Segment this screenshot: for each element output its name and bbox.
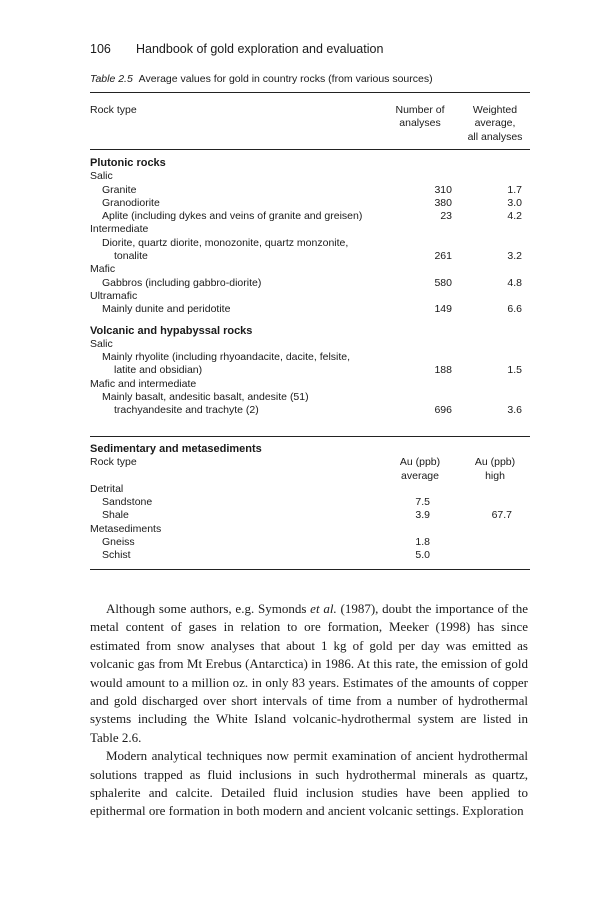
- table-bottom-rule: [90, 569, 530, 570]
- section-title: Volcanic and hypabyssal rocks: [90, 324, 253, 337]
- group-label: Ultramafic: [90, 289, 138, 302]
- table-caption: [90, 73, 530, 85]
- group-label: Detrital: [90, 482, 124, 495]
- table-row: latite and obsidian) 188 1.5: [114, 364, 522, 377]
- col-number-l1: Number of: [395, 104, 445, 116]
- table-row: Schist 5.0: [102, 549, 430, 562]
- section-title: Plutonic rocks: [90, 157, 166, 169]
- page-number: 106: [90, 42, 111, 56]
- table-row: trachyandesite and trachyte (2) 696 3.6: [114, 404, 522, 417]
- running-header: [90, 42, 530, 56]
- table-top-rule: [90, 92, 530, 93]
- col-au-average-l2: average: [401, 469, 439, 482]
- col-au-high-l2: high: [485, 469, 505, 482]
- section-title: Sedimentary and metasediments: [90, 443, 262, 455]
- table-row: Gneiss 1.8: [102, 536, 430, 549]
- group-label: Intermediate: [90, 223, 149, 236]
- group-label: Salic: [90, 170, 113, 183]
- table-row: Gabbros (including gabbro-diorite) 580 4.8: [102, 276, 522, 289]
- table-row: Sandstone 7.5: [102, 496, 430, 509]
- table-title: Average values for gold in country rocks (from various sources): [138, 73, 433, 85]
- col-au-high-l1: Au (ppb): [474, 456, 516, 469]
- table-body-sediments: [90, 443, 530, 563]
- table-row: Granodiorite 380 3.0: [102, 196, 522, 209]
- col-number-l2: analyses: [399, 117, 441, 130]
- col-rock-type: Rock type: [90, 104, 137, 116]
- paragraph: Although some authors, e.g. Symonds et al. (1987), doubt the importance of the metal content of gases in relation to ore formation, Meeker (1998) has since estimated from snow analyses that about 1 kg of gold per day was emitted as volcanic gas from Mt Erebus (Antarctica) in 1986. At this rate, the emission of gold would amount to a million oz. in only 83 years. Estimates of the amounts of copper and gold discharged over short intervals of time from a number of hydrothermal systems including the White Island volcanic-hydrothermal system are listed in Table 2.6.: [90, 601, 528, 745]
- table-row: tonalite 261 3.2: [114, 250, 522, 263]
- table-header: [90, 104, 530, 144]
- group-label: Mafic and intermediate: [90, 377, 197, 390]
- paragraph: Modern analytical techniques now permit examination of ancient hydrothermal solutions trapped as fluid inclusions in such hydrothermal minerals as quartz, sphalerite and calcite. Detailed fluid inclusion studies have been applied to epithermal ore formation in both modern and ancient volcanic settings. Exploration: [90, 748, 528, 819]
- body-text: [90, 600, 528, 821]
- table-row: Mainly dunite and peridotite 149 6.6: [102, 303, 522, 316]
- col-rock-type: Rock type: [90, 456, 137, 469]
- col-weighted-l3: all analyses: [467, 130, 523, 143]
- group-label: Mafic: [90, 263, 116, 276]
- row-label: Diorite, quartz diorite, monozonite, quartz monzonite,: [102, 236, 349, 249]
- table-body-rocks: [90, 157, 530, 418]
- col-weighted-l2: average,: [474, 117, 516, 130]
- row-label: Mainly rhyolite (including rhyoandacite, dacite, felsite,: [102, 351, 351, 364]
- section-rule: [90, 436, 530, 437]
- group-label: Salic: [90, 337, 113, 350]
- row-label: Mainly basalt, andesitic basalt, andesite (51): [102, 391, 309, 404]
- table-row: Granite 310 1.7: [102, 183, 522, 196]
- col-weighted-l1: Weighted: [472, 104, 518, 116]
- table-label: Table 2.5: [90, 73, 133, 85]
- running-title: Handbook of gold exploration and evaluation: [136, 42, 384, 56]
- table-row: Shale 3.9 67.7: [102, 509, 512, 522]
- group-label: Metasediments: [90, 522, 162, 535]
- col-au-average-l1: Au (ppb): [399, 456, 441, 469]
- header-rule: [90, 149, 530, 150]
- table-row: Aplite (including dykes and veins of granite and greisen) 23 4.2: [102, 210, 522, 223]
